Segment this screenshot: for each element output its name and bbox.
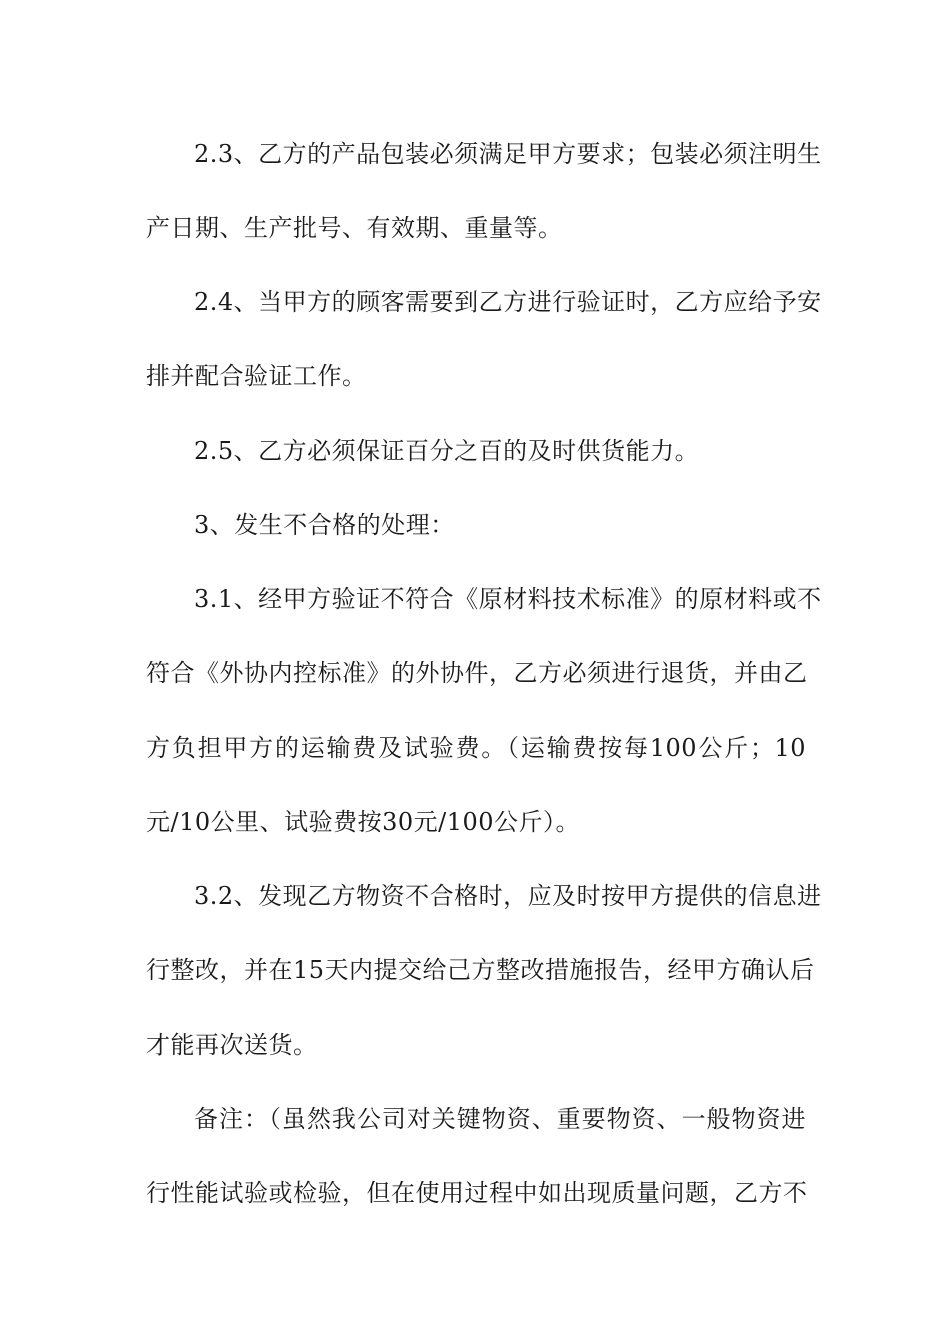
- clause-3-1-line-4: 元/10公里、试验费按30元/100公斤）。: [146, 808, 581, 836]
- clause-3-1-line-3: 方负担甲方的运输费及试验费。（运输费按每100公斤；10: [146, 734, 806, 762]
- note-line-1: 备注：（虽然我公司对关键物资、重要物资、一般物资进: [194, 1105, 806, 1133]
- clause-2-4-line-2: 排并配合验证工作。: [146, 362, 367, 390]
- clause-2-3-line-2: 产日期、生产批号、有效期、重量等。: [146, 214, 563, 242]
- section-3-heading: 3、发生不合格的处理：: [194, 511, 455, 539]
- clause-3-2-line-1: 3.2、发现乙方物资不合格时，应及时按甲方提供的信息进: [194, 882, 822, 910]
- note-line-2: 行性能试验或检验，但在使用过程中如出现质量问题，乙方不: [146, 1179, 808, 1207]
- clause-2-4-line-1: 2.4、当甲方的顾客需要到乙方进行验证时，乙方应给予安: [194, 288, 822, 316]
- clause-3-1-line-2: 符合《外协内控标准》的外协件，乙方必须进行退货，并由乙: [146, 659, 808, 687]
- clause-3-2-line-2: 行整改，并在15天内提交给己方整改措施报告，经甲方确认后: [146, 956, 815, 984]
- clause-3-1-line-1: 3.1、经甲方验证不符合《原材料技术标准》的原材料或不: [194, 585, 822, 613]
- clause-2-3-line-1: 2.3、乙方的产品包装必须满足甲方要求；包装必须注明生: [194, 140, 822, 168]
- clause-2-5-line-1: 2.5、乙方必须保证百分之百的及时供货能力。: [194, 437, 700, 465]
- clause-3-2-line-3: 才能再次送货。: [146, 1031, 318, 1059]
